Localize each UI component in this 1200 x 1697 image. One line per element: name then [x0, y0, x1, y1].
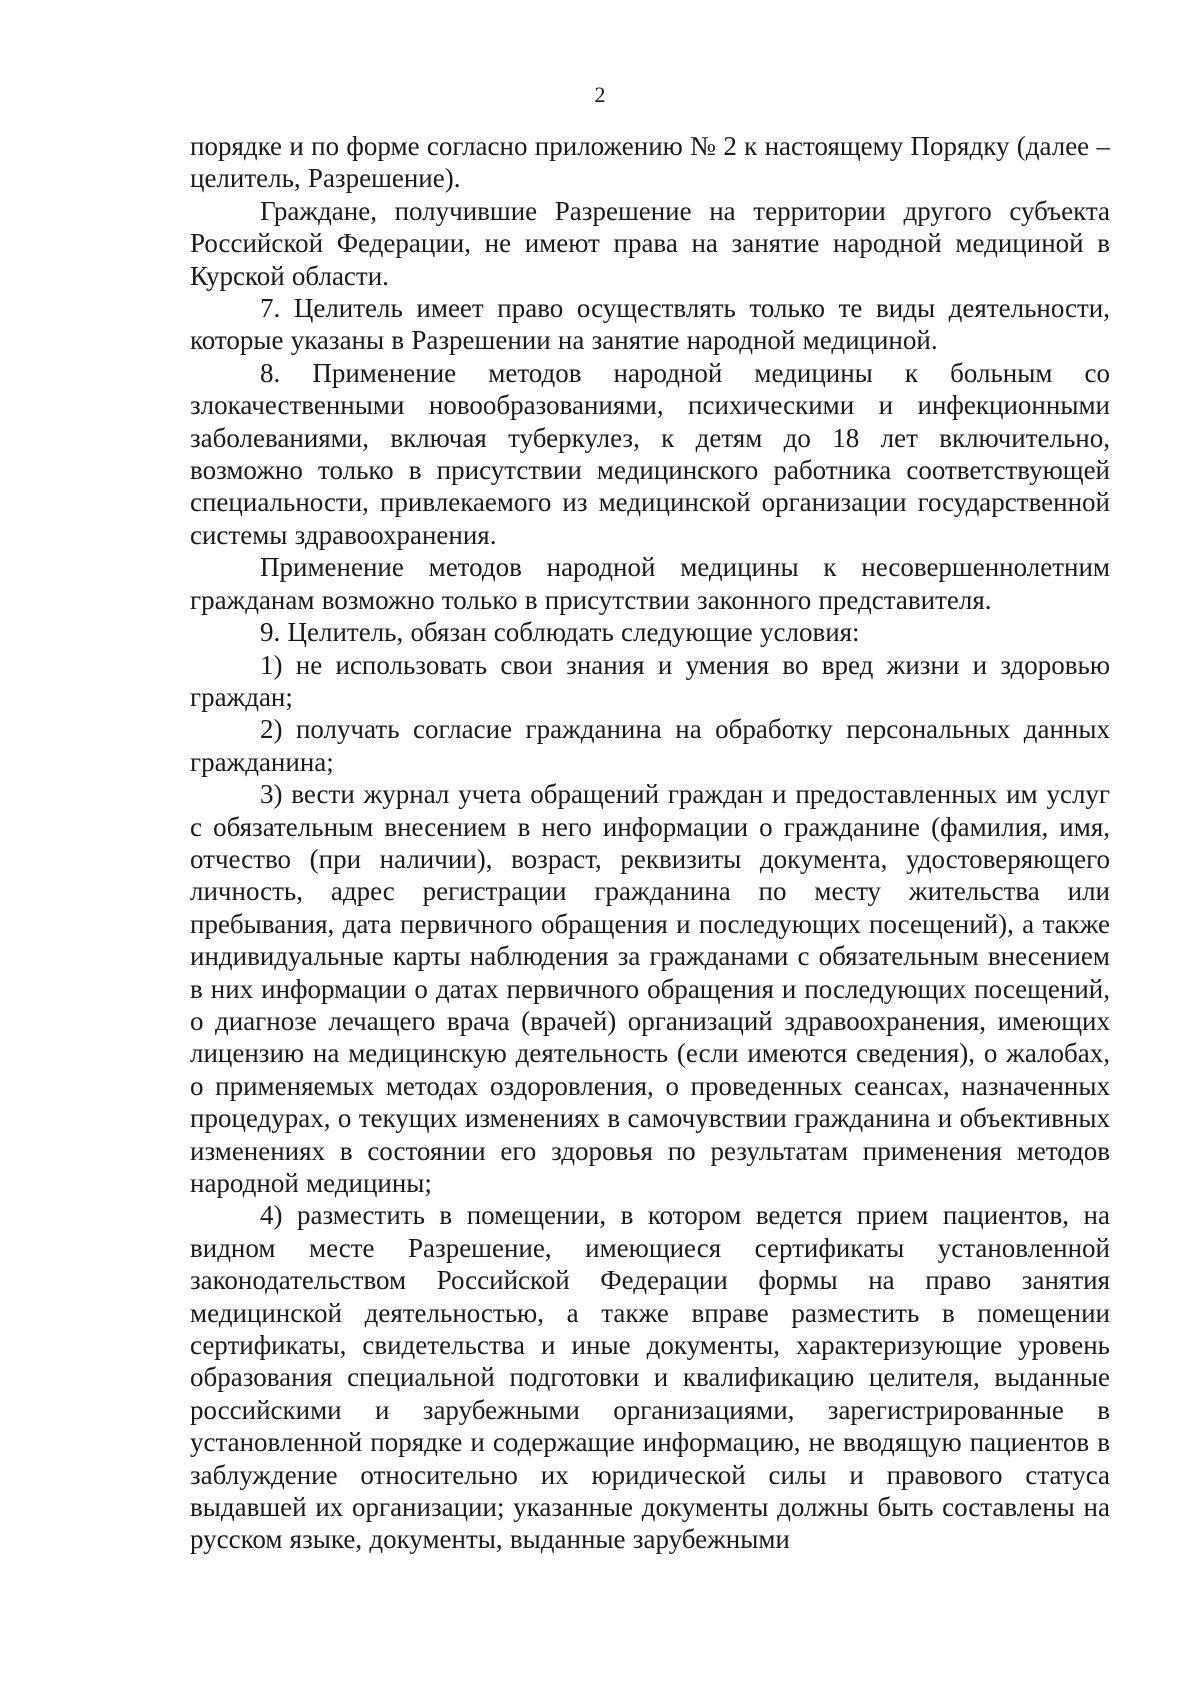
document-body: [190, 130, 1110, 1556]
page-number: 2: [594, 82, 606, 107]
paragraph: 3) вести журнал учета обращений граждан и предоставленных им услуг с обязательным внесением в него информации о гражданине (фамилия, имя, отчество (при наличии), возраст, реквизиты документа, удостоверяющего личность, адрес регистрации гражданина по месту жительства или пребывания, дата первичного обращения и последующих посещений), а также индивидуальные карты наблюдения за гражданами с обязательным внесением в них информации о датах первичного обращения и последующих посещений, о диагнозе лечащего врача (врачей) организаций здравоохранения, имеющих лицензию на медицинскую деятельность (если имеются сведения), о жалобах, о применяемых методах оздоровления, о проведенных сеансах, назначенных процедурах, о текущих изменениях в самочувствии гражданина и объективных изменениях в состоянии его здоровья по результатам применения методов народной медицины;: [190, 779, 1110, 1198]
paragraph: 8. Применение методов народной медицины к больным со злокачественными новообразованиями, психическими и инфекционными заболеваниями, включая туберкулез, к детям до 18 лет включительно, возможно только в присутствии медицинского работника соответствующей специальности, привлекаемого из медицинской организации государственной системы здравоохранения.: [190, 357, 1110, 550]
paragraph: 2) получать согласие гражданина на обработку персональных данных гражданина;: [190, 714, 1110, 777]
paragraph: порядке и по форме согласно приложению № 2 к настоящему Порядку (далее – целитель, Разрешение).: [190, 131, 1110, 194]
paragraph: 4) разместить в помещении, в котором ведется прием пациентов, на видном месте Разрешение, имеющиеся сертификаты установленной законодательством Российской Федерации формы на право занятия медицинской деятельностью, а также вправе разместить в помещении сертификаты, свидетельства и иные документы, характеризующие уровень образования специальной подготовки и квалификацию целителя, выданные российскими и зарубежными организациями, зарегистрированные в установленной порядке и содержащие информацию, не вводящую пациентов в заблуждение относительно их юридической силы и правового статуса выдавшей их организации; указанные документы должны быть составлены на русском языке, документы, выданные зарубежными: [190, 1200, 1110, 1555]
paragraph: 9. Целитель, обязан соблюдать следующие условия:: [260, 617, 860, 648]
paragraph: 7. Целитель имеет право осуществлять только те виды деятельности, которые указаны в Разрешении на занятие народной медициной.: [190, 293, 1110, 356]
paragraph: 1) не использовать свои знания и умения во вред жизни и здоровью граждан;: [190, 649, 1110, 712]
paragraph: Граждане, получившие Разрешение на территории другого субъекта Российской Федерации, не имеют права на занятие народной медициной в Курской области.: [190, 195, 1110, 291]
paragraph: Применение методов народной медицины к несовершеннолетним гражданам возможно только в присутствии законного представителя.: [190, 552, 1110, 615]
